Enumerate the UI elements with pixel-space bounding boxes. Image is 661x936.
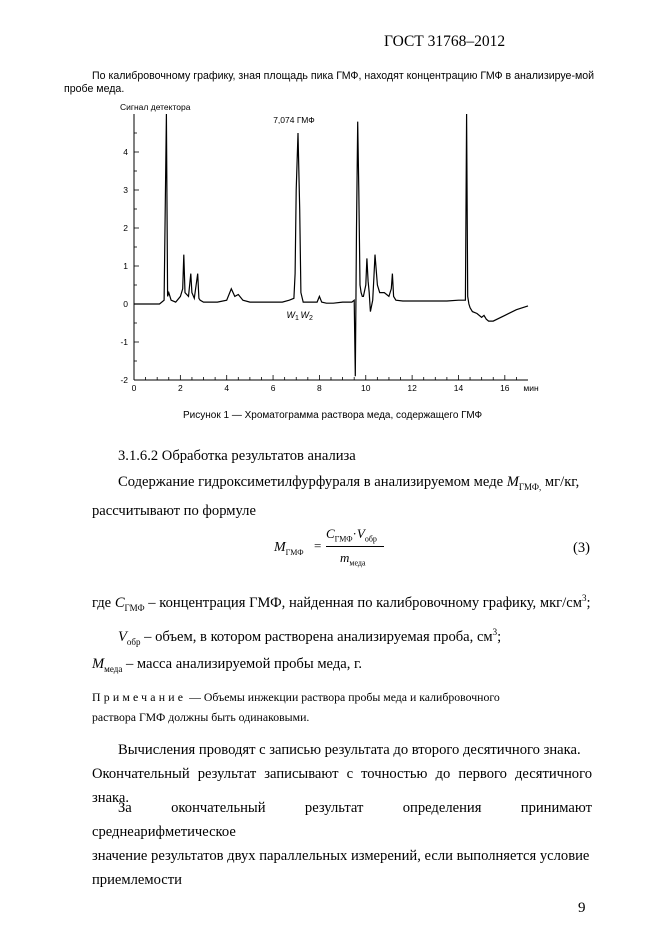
def2-text: – объем, в котором растворена анализируемая проба, см	[140, 628, 493, 645]
x-tick-label: 14	[453, 383, 464, 393]
def2-sub: обр	[126, 636, 141, 647]
note-block	[92, 687, 592, 727]
figure-caption: Рисунок 1 — Хроматограмма раствора меда, содержащего ГМФ	[183, 410, 483, 421]
peak-annotation: 7,074 ГМФ	[273, 115, 315, 125]
formula-lhs: М	[274, 540, 286, 555]
p5-line1: За окончательный результат определения принимают среднеарифметическое	[92, 800, 592, 840]
formula-num-c-sub: ГМФ	[334, 534, 353, 544]
y-tick-label: 3	[123, 185, 128, 195]
section-title: 3.1.6.2 Обработка результатов анализа	[118, 448, 356, 464]
formula-den-m: m	[340, 550, 350, 565]
series-line-signal	[134, 114, 528, 376]
y-tick-label: 1	[123, 261, 128, 271]
formula-3	[274, 526, 424, 576]
p2-line1: Содержание гидроксиметилфурфураля в анализируемом меде	[118, 474, 507, 490]
formula-eq: =	[314, 538, 322, 553]
p2-sub: ГМФ,	[518, 481, 542, 492]
x-tick-label: 12	[407, 383, 417, 393]
p5-line2: значение результатов двух параллельных измерений, если выполняется условие	[92, 848, 590, 864]
formula-number: (3)	[573, 540, 591, 556]
fraction-bar	[326, 546, 384, 547]
definition-m	[92, 652, 362, 681]
def2-sup: 3	[492, 627, 498, 637]
window-annotation-2: $W_2$	[300, 310, 313, 322]
x-tick-label: 4	[224, 383, 230, 393]
y-tick-label: -1	[120, 337, 128, 347]
p2-line2: рассчитывают по формуле	[92, 502, 256, 519]
y-tick-label: 4	[123, 147, 128, 157]
definition-c	[92, 586, 612, 620]
page-number: 9	[578, 900, 586, 916]
def3-text: – масса анализируемой пробы меда, г.	[122, 656, 363, 672]
def3-symbol: М	[92, 656, 105, 672]
y-tick-label: 0	[123, 299, 128, 309]
p5-line3: приемлемости	[92, 872, 182, 888]
note-text2: раствора ГМФ должны быть одинаковыми.	[92, 710, 310, 724]
def1-end: ;	[586, 594, 591, 611]
def1-sup: 3	[581, 593, 587, 603]
def1-symbol: С	[114, 594, 125, 611]
formula-num-v-sub: обр	[364, 534, 377, 544]
window-annotation-1: $W_1$	[286, 310, 299, 322]
x-tick-label: 16	[500, 383, 510, 393]
x-tick-label: 6	[270, 383, 276, 393]
formula-num-v: V	[356, 526, 365, 541]
x-unit-label: мин	[523, 383, 539, 393]
def2-end: ;	[497, 628, 502, 645]
paragraph-final-result	[92, 796, 592, 892]
x-tick-label: 0	[131, 383, 137, 393]
p4-line1: Вычисления проводят с записью результата до второго десятичного знака.	[118, 742, 581, 758]
def2-symbol: V	[118, 628, 127, 645]
intro-paragraph: По калибровочному графику, зная площадь пика ГМФ, находят концентрацию ГМФ в анализируе-мой пробе меда.	[64, 70, 595, 95]
y-tick-label: -2	[120, 375, 128, 385]
p2-line1-end: мг/кг,	[541, 474, 580, 490]
standard-header: ГОСТ 31768–2012	[384, 33, 506, 50]
y-tick-label: 2	[123, 223, 128, 233]
formula-lhs-sub: ГМФ	[285, 547, 304, 557]
x-tick-label: 2	[177, 383, 183, 393]
note-text1: — Объемы инжекции раствора пробы меда и калибровочного	[186, 690, 500, 704]
def1-prefix: где	[92, 594, 115, 611]
def1-text: – концентрация ГМФ, найденная по калибровочному графику, мкг/см	[144, 594, 582, 611]
def3-sub: меда	[104, 663, 123, 674]
x-tick-label: 10	[361, 383, 371, 393]
formula-den-m-sub: меда	[349, 558, 366, 568]
p4-line2: Окончательный результат записывают с точностью до первого десятичного знака.	[92, 766, 592, 806]
note-label: Примечание	[92, 690, 187, 704]
formula-dot: ·	[352, 526, 357, 541]
paragraph-content	[92, 470, 592, 523]
def1-sub: ГМФ	[124, 602, 145, 613]
definition-v	[118, 620, 501, 654]
chromatogram-chart	[108, 98, 548, 408]
x-tick-label: 8	[317, 383, 322, 393]
y-axis-label: Сигнал детектора	[120, 102, 191, 112]
formula-num-c: С	[326, 526, 335, 541]
p2-symbol: М	[506, 474, 519, 490]
